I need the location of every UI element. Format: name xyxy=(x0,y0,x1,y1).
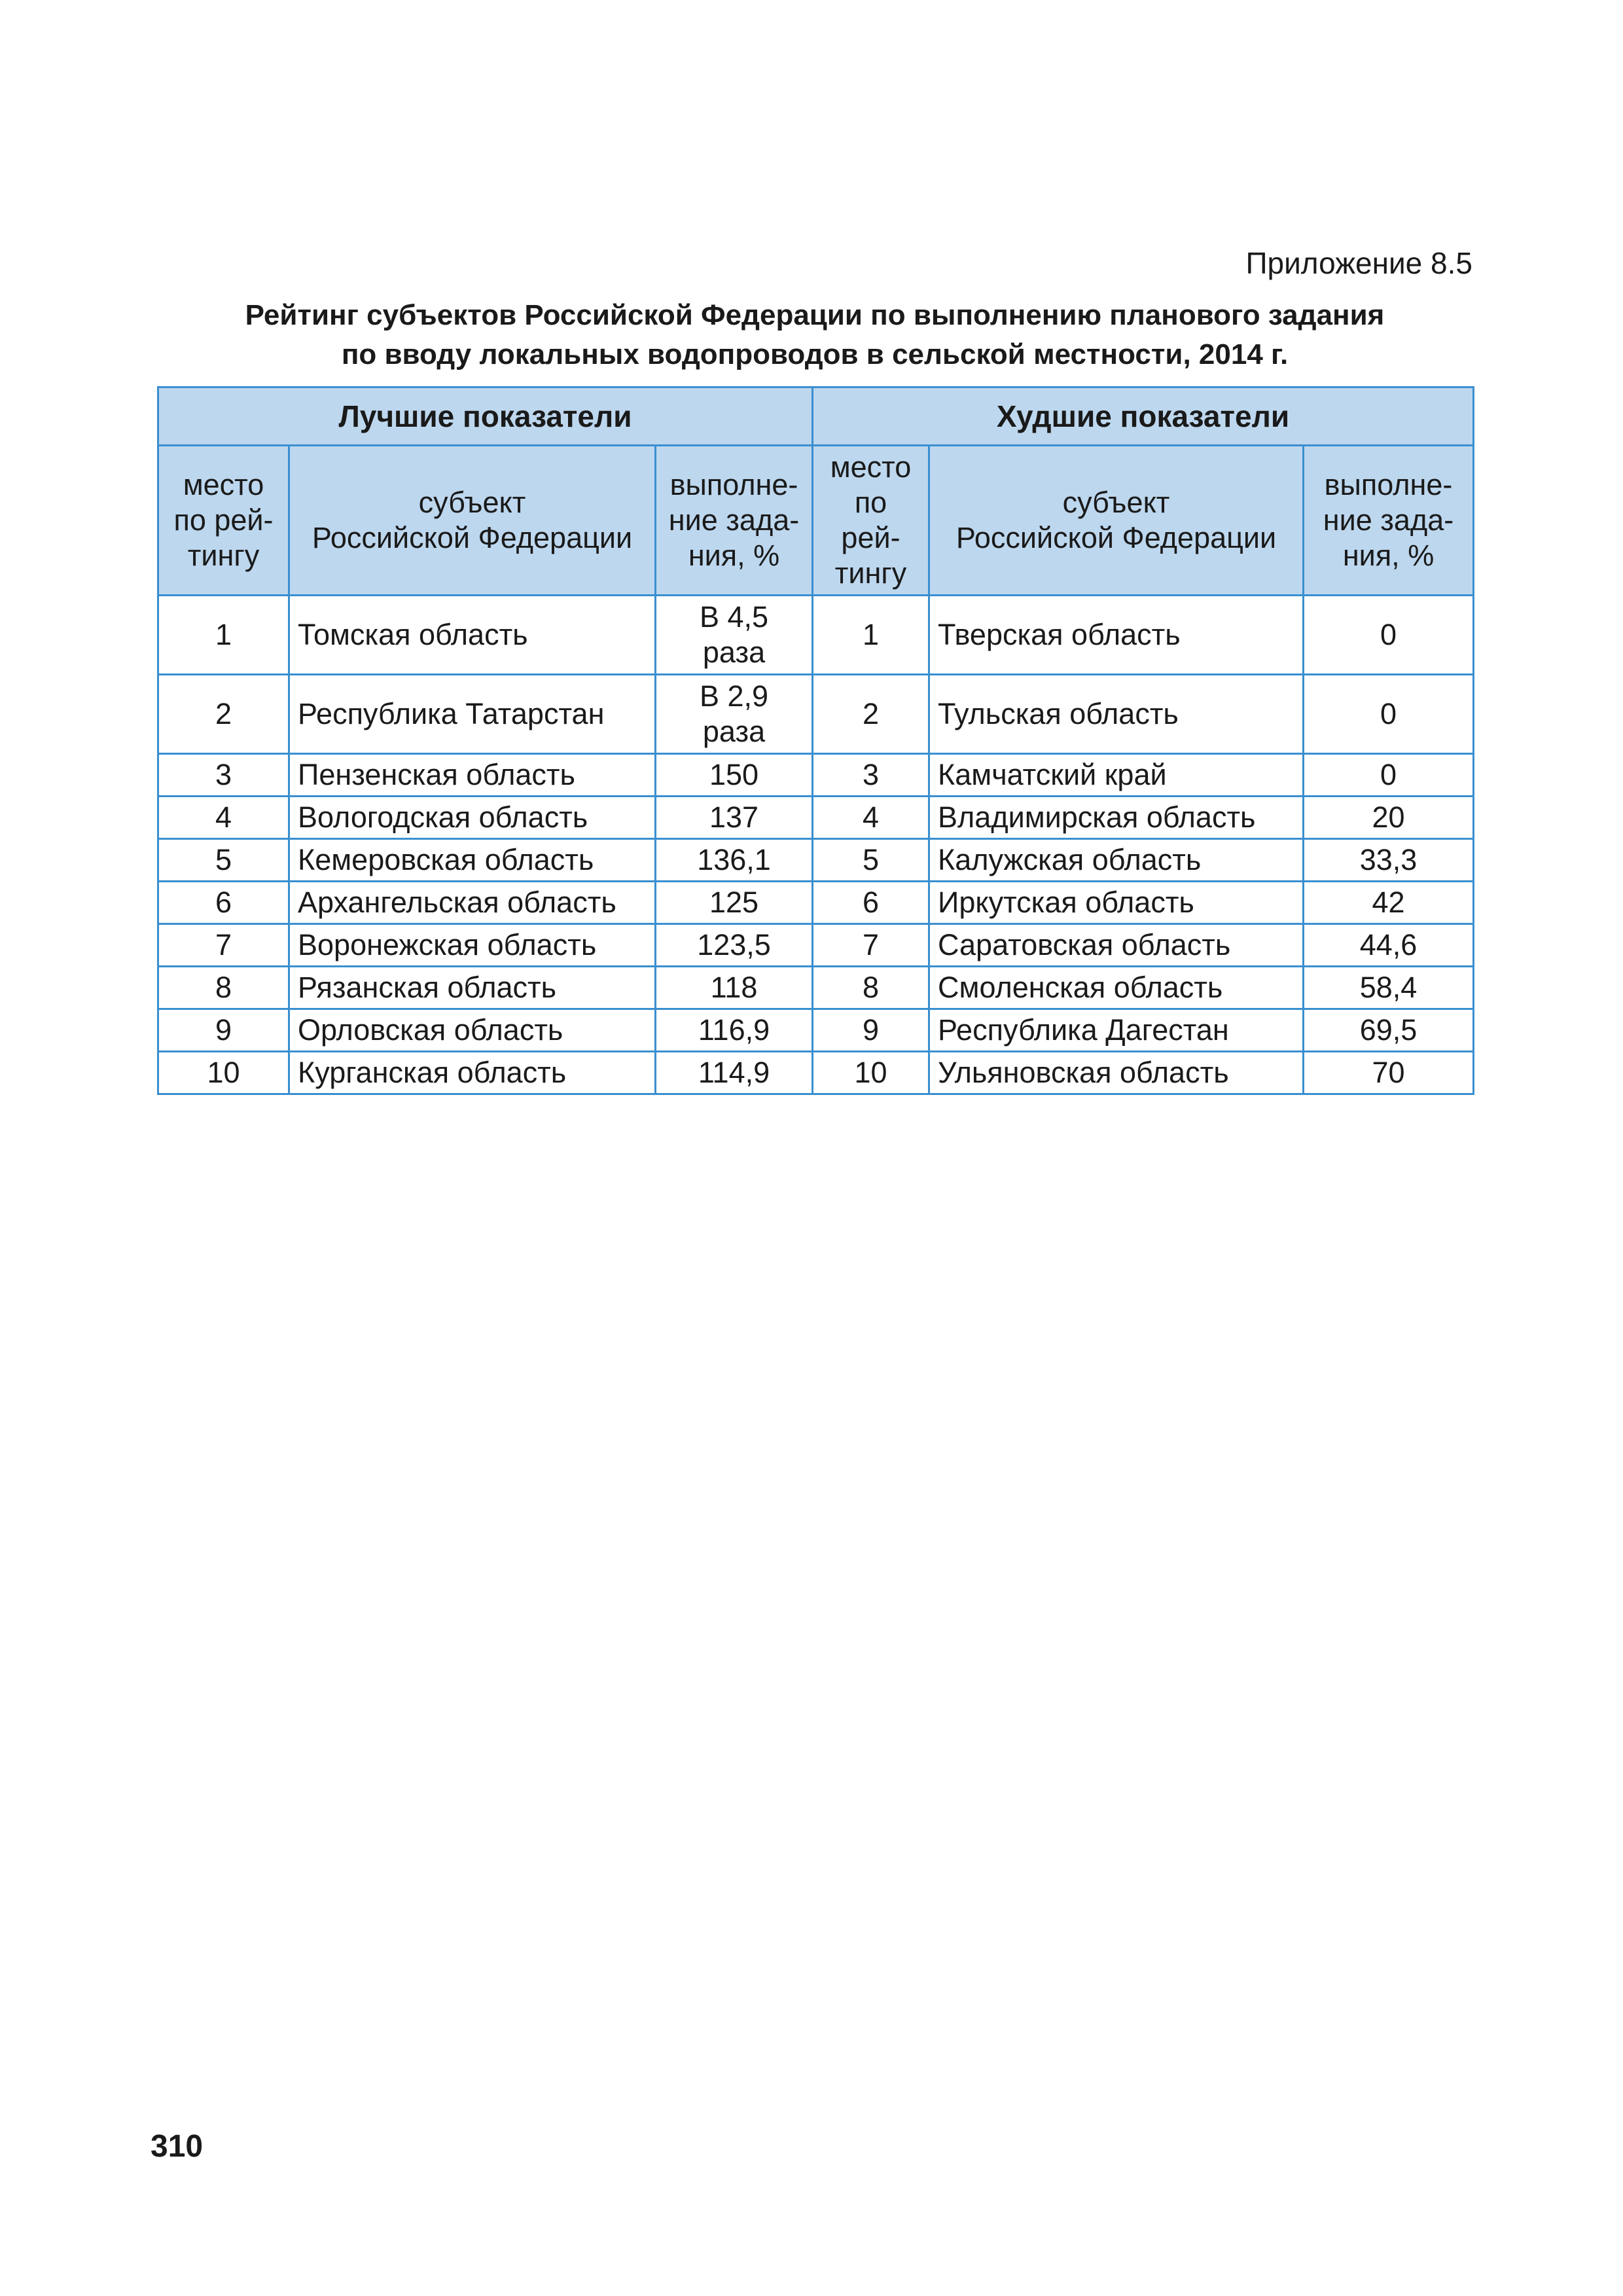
best-value-cell: 123,5 xyxy=(656,924,813,967)
worst-region-cell: Смоленская область xyxy=(929,967,1304,1009)
worst-value-cell: 20 xyxy=(1304,797,1474,839)
best-value-cell: В 4,5 раза xyxy=(656,596,813,675)
best-region-cell: Томская область xyxy=(289,596,656,675)
worst-region-header: субъект Российской Федерации xyxy=(929,446,1304,596)
worst-value-cell: 44,6 xyxy=(1304,924,1474,967)
page-title xyxy=(157,296,1472,374)
worst-rank-cell: 8 xyxy=(813,967,929,1009)
worst-value-cell: 42 xyxy=(1304,882,1474,924)
best-rank-cell: 2 xyxy=(158,675,289,754)
best-rank-cell: 7 xyxy=(158,924,289,967)
title-line-2: по вводу локальных водопроводов в сельской местности, 2014 г. xyxy=(341,338,1289,370)
table-row xyxy=(158,924,1474,967)
best-rank-header: место по рей- тингу xyxy=(158,446,289,596)
worst-value-header: выполне- ние зада- ния, % xyxy=(1304,446,1474,596)
best-group-header: Лучшие показатели xyxy=(158,387,813,446)
worst-value-cell: 0 xyxy=(1304,596,1474,675)
title-line-1: Рейтинг субъектов Российской Федерации по выполнению планового задания xyxy=(245,299,1385,331)
best-region-cell: Вологодская область xyxy=(289,797,656,839)
table-row xyxy=(158,797,1474,839)
worst-rank-cell: 1 xyxy=(813,596,929,675)
worst-region-cell: Тверская область xyxy=(929,596,1304,675)
best-region-cell: Орловская область xyxy=(289,1009,656,1052)
worst-rank-cell: 5 xyxy=(813,839,929,882)
best-rank-cell: 4 xyxy=(158,797,289,839)
best-region-cell: Архангельская область xyxy=(289,882,656,924)
worst-rank-cell: 2 xyxy=(813,675,929,754)
best-value-cell: 137 xyxy=(656,797,813,839)
best-region-cell: Курганская область xyxy=(289,1052,656,1094)
table-row xyxy=(158,882,1474,924)
worst-region-cell: Тульская область xyxy=(929,675,1304,754)
best-region-cell: Кемеровская область xyxy=(289,839,656,882)
worst-rank-header: место по рей- тингу xyxy=(813,446,929,596)
best-rank-cell: 8 xyxy=(158,967,289,1009)
best-region-cell: Республика Татарстан xyxy=(289,675,656,754)
worst-group-header: Худшие показатели xyxy=(813,387,1474,446)
best-value-cell: 116,9 xyxy=(656,1009,813,1052)
table-row xyxy=(158,839,1474,882)
worst-rank-cell: 6 xyxy=(813,882,929,924)
table-row xyxy=(158,1052,1474,1094)
best-region-cell: Пензенская область xyxy=(289,754,656,797)
worst-region-cell: Калужская область xyxy=(929,839,1304,882)
best-region-cell: Рязанская область xyxy=(289,967,656,1009)
best-rank-cell: 6 xyxy=(158,882,289,924)
table-row xyxy=(158,1009,1474,1052)
best-value-header: выполне- ние зада- ния, % xyxy=(656,446,813,596)
worst-region-cell: Саратовская область xyxy=(929,924,1304,967)
best-rank-cell: 9 xyxy=(158,1009,289,1052)
best-region-cell: Воронежская область xyxy=(289,924,656,967)
worst-rank-cell: 7 xyxy=(813,924,929,967)
best-rank-cell: 5 xyxy=(158,839,289,882)
worst-value-cell: 0 xyxy=(1304,675,1474,754)
worst-rank-cell: 9 xyxy=(813,1009,929,1052)
table-row xyxy=(158,754,1474,797)
best-rank-cell: 1 xyxy=(158,596,289,675)
worst-region-cell: Ульяновская область xyxy=(929,1052,1304,1094)
best-value-cell: 125 xyxy=(656,882,813,924)
table-row xyxy=(158,675,1474,754)
worst-rank-cell: 10 xyxy=(813,1052,929,1094)
worst-value-cell: 33,3 xyxy=(1304,839,1474,882)
best-rank-cell: 3 xyxy=(158,754,289,797)
best-value-cell: 136,1 xyxy=(656,839,813,882)
worst-rank-cell: 3 xyxy=(813,754,929,797)
best-value-cell: 150 xyxy=(656,754,813,797)
worst-region-cell: Камчатский край xyxy=(929,754,1304,797)
page-number: 310 xyxy=(151,2129,204,2164)
best-value-cell: В 2,9 раза xyxy=(656,675,813,754)
worst-region-cell: Владимирская область xyxy=(929,797,1304,839)
worst-value-cell: 58,4 xyxy=(1304,967,1474,1009)
worst-region-cell: Республика Дагестан xyxy=(929,1009,1304,1052)
worst-region-cell: Иркутская область xyxy=(929,882,1304,924)
worst-value-cell: 70 xyxy=(1304,1052,1474,1094)
appendix-label: Приложение 8.5 xyxy=(1245,246,1472,280)
best-value-cell: 114,9 xyxy=(656,1052,813,1094)
rating-table xyxy=(157,386,1474,1095)
worst-rank-cell: 4 xyxy=(813,797,929,839)
best-rank-cell: 10 xyxy=(158,1052,289,1094)
best-region-header: субъект Российской Федерации xyxy=(289,446,656,596)
worst-value-cell: 69,5 xyxy=(1304,1009,1474,1052)
table-row xyxy=(158,596,1474,675)
best-value-cell: 118 xyxy=(656,967,813,1009)
worst-value-cell: 0 xyxy=(1304,754,1474,797)
table-row xyxy=(158,967,1474,1009)
